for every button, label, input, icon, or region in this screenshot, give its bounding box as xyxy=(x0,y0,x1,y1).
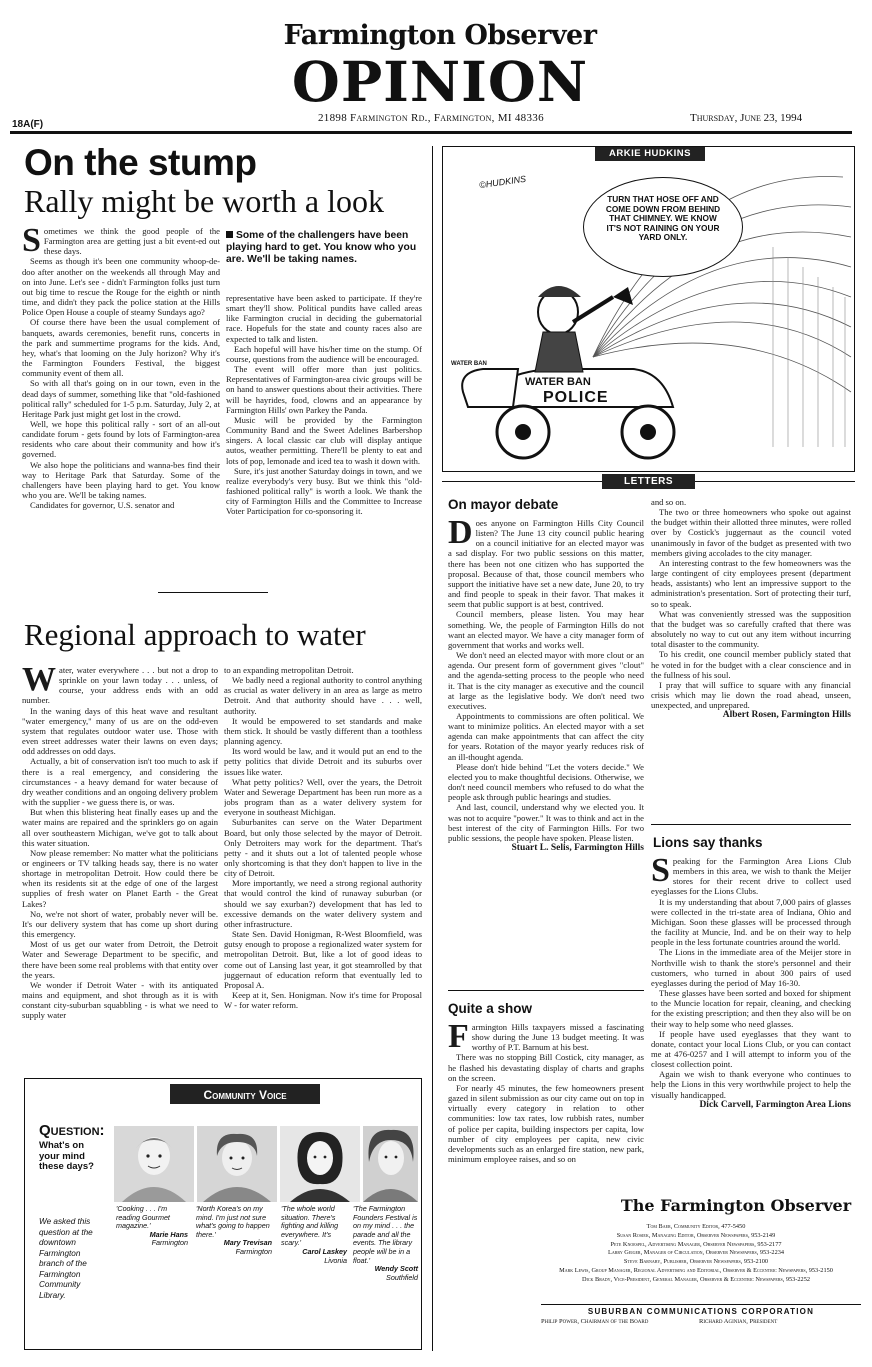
cartoon-signature: ©HUDKINS xyxy=(478,173,527,191)
callout-text: Some of the challengers have been playing hard to get. You know who you are. We'll be taking names. xyxy=(226,230,417,266)
lions-head: Lions say thanks xyxy=(653,835,763,850)
voice-quote-1: 'Cooking . . . I'm reading Gourmet magazine.' xyxy=(116,1204,170,1231)
water-b5: What petty politics? Well, over the years, the Detroit Water and Sewerage Department has been run more as a jobs program than as a water delivery system for everyone in southeast Michigan. xyxy=(224,776,422,818)
staffbox-president: Richard Aginian, President xyxy=(699,1318,778,1325)
letters-rule-right xyxy=(695,481,855,482)
mayor-p4: Appointments to commissions are often political. We want to minimize politics. An elected mayor with a set agenda can make appointments that can affect the city for years. Rotation of the mayor yearly reduces risk of an ill-thought agenda. xyxy=(448,710,644,762)
staffbox-corp: SUBURBAN COMMUNICATIONS CORPORATION xyxy=(541,1304,861,1316)
cartoon-helmet-text: WATER BAN xyxy=(451,361,487,367)
voice-town-2: Farmington xyxy=(235,1246,272,1256)
water-p2: In the waning days of this heat wave and resultant "water emergency," many of us are on the odd-even system that regulates outdoor water use. Those with even street addresses water their lawns on even days; odd addresses on odd days. xyxy=(22,705,218,757)
paper-nameplate: Farmington Observer xyxy=(283,20,597,51)
show-signature: Albert Rosen, Farmington Hills xyxy=(722,710,851,721)
water-column-1 xyxy=(22,665,218,1070)
column-rule xyxy=(432,146,433,1351)
dropcap-f: F xyxy=(448,1022,469,1055)
staffbox-list xyxy=(531,1223,861,1285)
water-p8: We wonder if Detroit Water - with its antiquated mains and equipment, and shot through as it is with constant city-suburban squabbling - is what we need to supply water xyxy=(22,979,218,1021)
stump-b4: Music will be provided by the Farmington Community Band and the Sweet Adelines Barbershop singers. A local classic car club will display antique autos, weather permitting. There'll be plenty to eat and lots of pop, lemonade and iced tea to wash it down with. xyxy=(226,414,422,466)
staff-line-6: Mark Lewis, Group Manager, Regional Advertising and Editorial, Observer & Eccentric Newspapers, 953-2150 xyxy=(559,1266,833,1274)
staffbox-chair: Philip Power, Chairman of the Board xyxy=(541,1318,649,1325)
dropcap-s: S xyxy=(22,226,41,259)
lions-p3: The Lions in the immediate area of the Meijer store in Northville wish to thank the store's personnel and their customers, who turned in about 300 pairs of used eyeglasses during the period of May 16-30. xyxy=(651,947,851,988)
mayor-p5: Please don't hide behind "Let the voters decide." We elected you to make thoughtful decisions. Otherwise, we don't need council members who refused to do what the people ask through public hearings and studies. xyxy=(448,761,644,803)
water-p5: Now please remember: No matter what the politicians or engineers or TV talking heads say, there is no water shortage in metropolitan Detroit. How could there be when its residents sit at the edge of one of the largest supplies of fresh water on Planet Earth - the Great Lakes? xyxy=(22,847,218,909)
voice-town-1: Farmington xyxy=(151,1238,188,1248)
staff-line-4: Larry Geiger, Manager of Circulation, Observer Newspapers, 953-2234 xyxy=(607,1249,785,1257)
water-b8: State Sen. David Honigman, R-West Bloomfield, was gutsy enough to propose a regionalized water system for metropolitan Detroit. But, like a lot of good ideas to come out of Lansing last year, it got steamrolled by that juggernaut of education reform that eventually led to Proposal A. xyxy=(224,929,422,990)
address: 21898 Farmington Rd., Farmington, MI 48336 xyxy=(318,112,544,124)
show-head: Quite a show xyxy=(448,1001,533,1016)
stump-b2: Each hopeful will have his/her time on the stump. Of course, questions from the audience will be encouraged. xyxy=(226,343,422,364)
divider-lions xyxy=(651,824,851,825)
water-column-2 xyxy=(224,665,422,1070)
staff-line-5: Steve Barnaby, Publisher, Observer Newspapers, 953-2100 xyxy=(623,1258,769,1266)
water-p1: ater, water everywhere . . . but not a drop to sprinkle on your lawn today . . . unless, of course, your address ends with an odd number. xyxy=(22,665,218,706)
stump-p1: ometimes we think the good people of the Farmington area are getting just a bit event-ed out these days. xyxy=(43,226,220,257)
water-headline: Regional approach to water xyxy=(24,617,366,652)
water-p4: But when this blistering heat finally eases up and the water mains are repaired and the sprinklers go on again all over southeastern Michigan, we've got to talk about this water situation. xyxy=(22,807,218,848)
voice-name-1: Marie Hans xyxy=(149,1229,188,1239)
masthead xyxy=(0,0,872,130)
letters-banner: LETTERS xyxy=(623,476,674,487)
voice-note: We asked this question at the downtown Farmington branch of the Farmington Community Library. xyxy=(39,1217,93,1300)
stump-headline: Rally might be worth a look xyxy=(24,183,384,219)
voice-name-4: Wendy Scott xyxy=(374,1264,418,1274)
lions-p6: Again we wish to thank everyone who continues to help the Lions in this very worthwhile project to help the visually handicapped. xyxy=(651,1069,851,1100)
stump-p3: Of course there have been the usual complement of banquets, awards ceremonies, benefit runs, concerts in the park and summertime programs for the kids. And, hey, what's that looming on the July horizon? Why it's the Farmington Founders Festival, the biggest community event of them all. xyxy=(22,317,220,379)
lions-letter xyxy=(651,856,851,1186)
lions-p5: If people have used eyeglasses that they want to donate, contact your local Lions Club, or you can contact me at 476-0257 and I will attempt to inform you of the closest collection point. xyxy=(651,1028,851,1070)
show-p8: To his credit, one council member publicly stated that he voted in for the budget with a clear conscience and in the fullness of his soul. xyxy=(651,649,851,680)
staff-line-3: Pete Knoespel, Advertising Manager, Observer Newspapers, 953-2177 xyxy=(610,1240,782,1248)
voice-name-2: Mary Trevisan xyxy=(223,1238,272,1248)
voice-person-2 xyxy=(196,1205,272,1257)
show-p9: I pray that will suffice to square with any financial crisis which may lie down the road ahead, unseen, unexpected, and unprepared. xyxy=(651,679,851,711)
stump-kicker: On the stump xyxy=(24,142,257,183)
photo-mary-trevisan xyxy=(197,1126,277,1202)
photo-wendy-scott xyxy=(363,1126,418,1202)
masthead-rule xyxy=(10,131,852,134)
water-b6: Suburbanites can serve on the Water Department Board, but only those selected by the mayor of Detroit. Only Detroiters may work for the department. That's petty - and it shuts out a lot of talented people whose only shortcoming is that they don't happen to live in the city of Detroit. xyxy=(224,817,422,879)
stump-column-1 xyxy=(22,226,220,576)
cartoon-balloon-text: TURN THAT HOSE OFF AND COME DOWN FROM BEHIND THAT CHIMNEY. WE KNOW IT'S NOT RAINING ON YOUR YARD ONLY. xyxy=(605,194,721,243)
voice-quote-3: 'The whole world situation. There's fighting and killing everywhere. It's scary.' xyxy=(281,1204,339,1248)
voice-name-3: Carol Laskey xyxy=(302,1246,347,1256)
stump-p4: So with all that's going on in our town, even in the dead days of summer, something like that "old-fashioned political rally" scheduled for 1-5 p.m. Saturday, July 2, at Heritage Park just might get lost in the crowd. xyxy=(22,378,220,419)
staffbox xyxy=(541,1196,855,1356)
mayor-p2: Council members, please listen. You may hear something. We, the people of Farmington Hills do not want an elected mayor. We have a city manager form of government that works and works well. xyxy=(448,609,644,650)
community-voice-title: Community Voice xyxy=(203,1088,287,1102)
dropcap-d: D xyxy=(448,518,473,551)
voice-town-3: Livonia xyxy=(324,1255,347,1265)
water-b3: It would be empowered to set standards and make them stick. It should be vastly different than a toothless planning agency. xyxy=(224,715,422,747)
stump-b3: The event will offer more than just politics. Representatives of Farmington-area civic groups will be on hand to answer questions about their activities. There will be hayrides, food, clowns and an appearance by Farmington Hills' own Parkey the Panda. xyxy=(226,364,422,415)
cartoon-sidecar-text: WATER BAN xyxy=(525,376,591,388)
voice-quote-4: 'The Farmington Founders Festival is on my mind . . . the parade and all the events. The library people will be in a float.' xyxy=(353,1204,418,1265)
show-p4: and so on. xyxy=(651,497,687,507)
letters-rule-left xyxy=(442,481,602,482)
lions-signature: Dick Carvell, Farmington Area Lions xyxy=(699,1099,851,1110)
water-p6: No, we're not short of water, probably never will be. It's our delivery system that has come up short during this emergency. xyxy=(22,908,218,940)
stump-p5: Well, we hope this political rally - sort of an all-out candidate forum - gets found by lots of Farmington-area residents who care about their community and how it's governed. xyxy=(22,418,220,460)
mayor-p6: And last, council, understand why we elected you. It was not to acquire "power." It was to think and act in the best interest of the city of Farmington Hills. For two public sessions, the people have spoken. Please listen. xyxy=(448,802,644,843)
issue-date: Thursday, June 23, 1994 xyxy=(690,112,803,124)
lions-p1: peaking for the Farmington Area Lions Club members in this area, we wish to thank the Meijer stores for their recent drive to collect used eyeglasses for the Lions Clubs. xyxy=(651,856,851,897)
voice-person-1 xyxy=(116,1205,188,1248)
water-b2: We badly need a regional authority to control anything as crucial as water delivery in an area as large as metro Detroit. And that authority should have . . . well, authority. xyxy=(224,675,422,716)
mayor-head: On mayor debate xyxy=(448,497,559,512)
stump-p6: We also hope the politicians and wanna-bes find their way to Heritage Park that Saturday. Some of the challengers have been playing hard to get. You know who you are. We'll be taking names. xyxy=(22,459,220,501)
question-label: Question: xyxy=(39,1122,105,1139)
staff-line-1: Tom Baer, Community Editor, 477-5450 xyxy=(646,1223,746,1230)
show-letter-col1 xyxy=(448,1022,644,1352)
water-p3: Actually, a bit of conservation isn't too much to ask if there is a real emergency, and considering the circumstances - a heavy demand for water because of dry weather conditions and an ongoing delivery problem with the supplier - we guess there is, or was. xyxy=(22,756,218,808)
lions-p4: These glasses have been sorted and boxed for shipment to the Muncie location for repair, cleaning, and checking for the existing prescription; and then they also will be on their way to help some who need glasses. xyxy=(651,988,851,1029)
photo-carol-laskey xyxy=(280,1126,360,1202)
lions-p2: It is my understanding that about 7,000 pairs of glasses were collected in the tri-state area of Indiana, Ohio and Michigan. Soon these glasses will be processed through the facility at Muncie, Ind. and be on their way to help people in the less fortunate countries around the world. xyxy=(651,896,851,948)
water-p7: Most of us get our water from Detroit, the Detroit Water and Sewerage Department to be specific, and there have been some real problems with that entity over the years. xyxy=(22,939,218,980)
mayor-letter xyxy=(448,518,644,938)
dropcap-w: W xyxy=(22,665,56,698)
question-text: What's on your mind these days? xyxy=(39,1140,94,1172)
divider-stump-water xyxy=(158,592,268,593)
page-number: 18A(F) xyxy=(12,119,44,130)
water-b7: More importantly, we need a strong regional authority that would control the kind of runaway suburban (or should we say exurban?) development that has led to excessive demands on the water delivery system and other infrastructure. xyxy=(224,878,422,929)
photo-marie-hans xyxy=(114,1126,194,1202)
divider-show xyxy=(448,990,644,991)
show-p2: There was no stopping Bill Costick, city manager, as he flashed his devastating display of charts and graphs on the screen. xyxy=(448,1052,644,1083)
mayor-signature: Stuart L. Selis, Farmington Hills xyxy=(511,843,644,853)
stump-b1: representative have been asked to participate. If they're smart they'll show. Political pundits have called areas like Farmington crucial in deciding the gubernatorial race. Hopefuls for the state and county races also are expected to talk and listen. xyxy=(226,293,422,344)
water-b4: Its word would be law, and it would put an end to the petty politics that divide Detroit and its suburbs over issues like water. xyxy=(224,746,422,777)
show-p6: An interesting contrast to the few homeowners was the large contingent of city employees present (department heads, assistants) who lent an impressive support to the administration's presentation. Sort of protecting their turf, so to speak. xyxy=(651,557,851,609)
cartoon-banner: ARKIE HUDKINS xyxy=(609,148,691,159)
stump-callout xyxy=(226,230,422,267)
show-p5: The two or three homeowners who spoke out against the budget within their allotted three minutes, were rolled over by Costick's juggernaut as the council voted unanimously in favor of the budget as presented with two members giving accolades to the city manager. xyxy=(651,507,851,558)
show-p7: What was conveniently stressed was the supposition that the budget was so carefully crafted that there was absolutely no way to cut out any item without incurring total disaster to the community. xyxy=(651,608,851,650)
section-title: OPINION xyxy=(291,49,589,114)
water-b9: Keep at it, Sen. Honigman. Now it's time for Proposal W - for water reform. xyxy=(224,990,422,1011)
dropcap-s2: S xyxy=(651,856,670,889)
show-p1: armington Hills taxpayers missed a fascinating show during the June 13 budget meeting. It was worthy of P.T. Barnum at his best. xyxy=(471,1022,644,1053)
mayor-p1: oes anyone on Farmington Hills City Council listen? The June 13 city council public hearing on a council initiative for an elected mayor was a sad display. For two public sessions on this matter, there has been not one citizen who has supported the proposal. Because of that, those council members who support the initiative have set a new date, June 20, to try and find people to speak in their favor. That makes it seem that public support is at best, contrived. xyxy=(448,518,644,610)
stump-p7: Candidates for governor, U.S. senator and xyxy=(30,500,175,511)
mayor-p3: We don't need an elected mayor with more clout or an agenda. Our present form of government gives "clout" and the agenda-setting process to the people who need it. That is the city manager as executive and the council at large as the legislative body. We don't need two executives. xyxy=(448,650,644,711)
cartoon-police-text: POLICE xyxy=(543,389,609,406)
stump-p2: Seems as though it's been one community whoop-de-doo after another on the weekends all through May and on into June. Let's see - didn't Farmington folks just turn out big time to rescue the Rouge for the eighth or ninth time, and didn't they pack the police station at the Hills Police Open House a couple of steamy Sundays ago? xyxy=(22,256,220,318)
show-p3: For nearly 45 minutes, the few homeowners present gazed in silent submission as our city came out on top in virtually every category in relation to other communities: low tax rates, low rubbish rates, number of police per capita, building inspectors per capita, low number of city employees per capita, new civic developments such as an enlarged fire station, new park, minimum employee raises, and so on xyxy=(448,1082,644,1165)
callout-square-icon xyxy=(226,231,233,238)
water-b1: to an expanding metropolitan Detroit. xyxy=(224,665,354,675)
cartoon-frame xyxy=(442,146,855,472)
staff-line-7: Dick Brady, Vice-President, General Manager, Observer & Eccentric Newspapers, 953-2252 xyxy=(581,1275,811,1283)
voice-person-3 xyxy=(281,1205,347,1265)
stump-b5: Sure, it's just another Saturday doings in town, and we realize everybody's very busy. But we think this "old-fashioned political rally" is worth a look. We thank the city of Farmington Hills and the Committee to Increase Voter Participation for co-sponsoring it. xyxy=(226,465,422,517)
show-letter-col2 xyxy=(651,497,851,822)
voice-quote-2: 'North Korea's on my mind. I'm just not sure what's going to happen there.' xyxy=(196,1204,270,1239)
stump-column-2 xyxy=(226,293,422,578)
voice-town-4: Southfield xyxy=(386,1272,418,1282)
voice-person-4 xyxy=(353,1205,418,1282)
staff-line-2: Susan Rosiek, Managing Editor, Observer Newspapers, 953-2149 xyxy=(616,1231,776,1239)
staffbox-nameplate: The Farmington Observer xyxy=(620,1196,852,1215)
